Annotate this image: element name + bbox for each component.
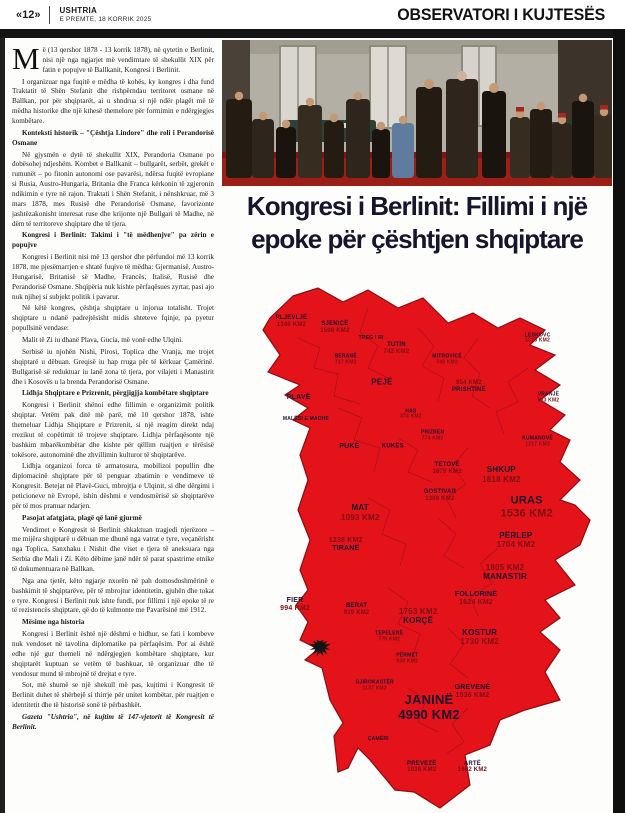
map-region-label — [280, 597, 310, 613]
region-name: FIER — [286, 596, 304, 604]
region-name: KUKËS — [381, 443, 404, 450]
region-area: 994 KM2 — [280, 604, 310, 612]
article-paragraph: I organizuar nga fuqitë e mëdha të kohës, ky kongres i dha fund Traktatit të Shën Stefanit dhe rishpërndau territoret osmane në Ballkan, por për shqiptarët, ai u shndrua si një ndër plagët më të mëdha historike dhe një kthesë themelore për formimin e ndërgjegjes kombëtare. — [12, 77, 214, 126]
article-paragraph: Lidhja organizoi forca të armatosura, mobilizoi popullin dhe diplomacinë shqiptare për të penguar zbatimin e vendimeve të Kongresit. Betejat në Plavë-Guci, mbrojtja e Ulqinit, si dhe dërgimi i peticioneve në Evropë, ishin dëshmi e vendosmërisë së shqiptarëve për të mos pranuar ndarjen. — [12, 462, 214, 510]
region-area: 770 KM2 — [378, 636, 401, 643]
map-region-label — [320, 321, 349, 335]
page-header — [0, 0, 625, 29]
article-paragraph: Konteksti historik – "Çështja Lindore" dhe roli i Perandorisë Osmane — [12, 128, 214, 147]
map-region-label — [424, 489, 457, 503]
painting-scene — [222, 40, 612, 186]
section-title: OBSERVATORI I KUJTESËS — [397, 4, 605, 24]
article-paragraph: Gazeta "Ushtria", në kujtim të 147-vjetorit të Kongresit të Berlinit. — [12, 713, 214, 731]
map-region-label — [525, 333, 551, 345]
header-divider — [49, 6, 50, 24]
region-area: 1536 KM2 — [500, 506, 553, 519]
article-paragraph: Në gjysmën e dytë të shekullit XIX, Perandoria Osmane po dobësohej ndjeshëm. Kombet e Ballkanit – bullgarët, serbët, grekët e rumunët – po fitonin autonomi ose pavarësi, ndërsa fuqitë evropiane si Rusia, Austro-Hungaria, Britania dhe Franca kërkonin të zgjeronin ndikimin e tyre në rajon. Traktati i Shën Stefanit, i nënshkruar, më 3 mars 1878, mes Rusisë dhe Perandorisë Osmane, favorizonte jashtëzakonisht interesat ruse dhe krijonte një Bullgari të Madhe, në dëm të territoreve shqiptare dhe të tjera. — [12, 150, 214, 228]
region-area: 1662 KM2 — [457, 767, 488, 774]
map-region-label — [407, 761, 436, 775]
region-name: PREVEZË — [407, 760, 437, 767]
map-region-label — [501, 494, 553, 519]
map-region-label — [276, 315, 308, 329]
region-area: 1346 KM2 — [276, 322, 307, 329]
article-paragraph: Sot, më shumë se një shekull më pas, kujtimi i Kongresit të Berlinit duhet të shërbejë si thirrje për unitet kombëtar, për ruajtjen e identitetit dhe të historisë sonë të përbashkët. — [12, 681, 214, 710]
region-name: LESKOVC — [524, 331, 551, 338]
region-area: 742 KM2 — [383, 349, 410, 356]
map-region-label — [287, 394, 311, 402]
region-name: BERAT — [345, 603, 368, 610]
region-area: 1704 KM2 — [496, 539, 536, 549]
map-region-label — [460, 628, 499, 646]
map-region-label — [421, 431, 444, 443]
map-region-label — [399, 606, 438, 624]
region-area: 1730 KM2 — [460, 637, 499, 647]
article-paragraph: Kongresi i Berlinit është një dëshmi e hidhur, se fati i kombeve nuk vendoset në tavolina diplomatike pa përfaqësim. Por ai është edhe një gur themeli në ndërgjegjen kombëtare shqiptare, kur shqiptarët kuptuan se vetëm të bashkuar, të organizuar dhe të vendosur mund të mbrojnë të drejtat e tyre. — [12, 630, 214, 678]
region-name: BERANË — [334, 353, 357, 360]
congress-painting — [222, 40, 612, 186]
map-region-label — [371, 377, 392, 386]
region-area: 748 KM2 — [436, 359, 458, 366]
article-paragraph: Kongresi i Berlinit shënoi edhe fillimin e organizimit politik shqiptar. Vetëm pak ditë më parë, më 10 qershor 1878, ishte themeluar Lidhja Shqiptare e Prizrenit, si një reagim direkt ndaj rrezikut të copëtimit të trojeve shqiptare. Lidhja përfaqësonte një bashkim mbarëkombëtar dhe kishte për qëllim ruajtjen e tërësisë tokësore, autonominë dhe zhvillimin kulturor të shqiptarëve. — [12, 401, 214, 459]
region-name: KUMANOVË — [522, 435, 553, 441]
map-region-label — [522, 436, 553, 448]
map-region-label — [359, 336, 384, 342]
page-number: «12» — [16, 8, 41, 21]
region-name: GREVENË — [454, 683, 491, 691]
map-region-label — [283, 417, 329, 423]
top-rule — [0, 29, 625, 38]
map-shape — [248, 268, 610, 811]
map-region-label — [398, 693, 460, 723]
region-area: 1093 KM2 — [340, 512, 380, 522]
region-area: 919 KM2 — [343, 610, 370, 617]
region-name: KOSTUR — [462, 628, 498, 638]
region-area: 1753 KM2 — [398, 606, 438, 616]
map-region-label — [356, 680, 394, 692]
region-name: URAS — [510, 494, 543, 507]
map-region-label — [482, 465, 521, 483]
masthead-title: USHTRIA — [59, 6, 98, 15]
region-area: 983 KM2 — [537, 397, 560, 404]
region-area: 1217 KM2 — [525, 440, 550, 447]
region-area: 374 KM2 — [400, 413, 422, 420]
map-territory — [263, 288, 590, 808]
masthead — [59, 6, 151, 23]
region-name: PRIZREN — [420, 429, 445, 436]
region-name: FOLLORINË — [454, 591, 498, 599]
article-column — [12, 46, 214, 808]
region-area: 717 KM2 — [334, 359, 357, 366]
map-region-label — [375, 631, 403, 643]
region-name: TUTIN — [387, 342, 406, 349]
map-region-label — [455, 591, 497, 607]
region-area: 1805 KM2 — [485, 562, 525, 572]
region-area: 1036 KM2 — [407, 767, 437, 774]
region-name: JANINË — [404, 691, 454, 707]
region-name: GJIROKASTËR — [355, 679, 394, 686]
region-area: 1679 KM2 — [432, 468, 462, 475]
region-name: PLJEVLJË — [275, 315, 308, 322]
region-name: SHKUP — [486, 465, 516, 475]
article-headline — [222, 190, 612, 256]
map-region-label — [341, 503, 380, 521]
masthead-date: E PREMTE, 18 KORRIK 2025 — [59, 16, 152, 23]
region-name: TEPELENË — [375, 630, 404, 637]
region-name: PLAVË — [286, 394, 311, 402]
region-name: GOSTIVAR — [423, 489, 457, 496]
map-region-label — [497, 530, 536, 548]
map-region-label — [400, 409, 422, 421]
region-name: ÇAMËRI — [367, 736, 389, 743]
map-region-label — [384, 343, 410, 357]
region-name: ARTË — [463, 760, 482, 767]
region-name: MAT — [351, 503, 369, 513]
article-paragraph: Kongresi i Berlinit nisi më 13 qershor dhe përfundoi më 13 korrik 1878, me pjesëmarrjen e shtatë fuqive të mëdha: Gjermanisë, Austro-Hungarisë, Britanisë së Madhe, Francës, Italisë, Rusisë dhe Perandorisë Osmane. Shqipëria nuk kishte përfaqësues zyrtar, pasi ajo nuk njihej si subjekt politik i pavarur. — [12, 253, 214, 301]
article-paragraph: Serbisë iu njohën Nishi, Pirosi, Toplica dhe Vranja, me trojet shqiptarë u dëbuan. Greqisë iu hap rruga për të kërkuar Çamërinë. Bullgarisë së reduktuar iu lanë zona të tjera, por vilajeti i Manastirit dhe i Kosovës u la brenda Perandorisë Osmane. — [12, 347, 214, 386]
map-region-label — [329, 537, 363, 553]
region-name: VRANJË — [537, 391, 560, 398]
headline-line-1: Kongresi i Berlinit: Fillimi i një — [246, 191, 588, 221]
region-name: PËRLEP — [499, 530, 533, 540]
article-paragraph: Lidhja Shqiptare e Prizrenit, përgjigjja kombëtare shqiptare — [22, 389, 209, 398]
region-area: 1506 KM2 — [320, 327, 350, 334]
region-area: 774 KM2 — [421, 435, 444, 442]
region-area: 1308 KM2 — [425, 496, 455, 503]
region-area: 1624 KM2 — [459, 599, 493, 607]
region-name: TETOVË — [434, 462, 460, 469]
article-paragraph: Vendimet e Kongresit të Berlinit shkaktuan tragjedi njerëzore – me mijëra shqiptarë u dëbuan me dhunë nga vatrat e tyre, veçanërisht nga Toplica, Sanxhaku i Nishit dhe viset e tjera të aneksuara nga Serbia dhe Mali i Zi. Këto dëbime janë ndër të parat spastrime etnike të dokumentuara në Ballkan. — [12, 525, 214, 573]
right-page-border — [613, 29, 625, 813]
article-paragraph: Kongresi i Berlinit: Takimi i "të mëdhenjve" pa zërin e popujve — [12, 231, 214, 250]
map-region-label — [538, 393, 560, 405]
article-paragraph: Malit të Zi iu dhanë Plava, Gucia, më vonë edhe Ulqini. — [22, 336, 184, 345]
map-region-label — [368, 738, 389, 744]
article-paragraph: Më (13 qershor 1878 - 13 korrik 1878), në qytetin e Berlinit, nisi një nga ngjarjet më vendimtare të shekullit XIX për fatin e popujve të Ballkanit, Kongresi i Berlinit. — [12, 46, 214, 76]
region-name: KORÇË — [403, 615, 434, 625]
albanian-eagle-icon — [308, 638, 332, 658]
map-region-label — [382, 444, 404, 451]
region-name: MITROVICË — [432, 353, 462, 360]
map-region-label — [339, 443, 359, 451]
map-region-label — [452, 381, 486, 395]
region-area: 954 KM2 — [455, 380, 482, 387]
article-paragraph: Nga ana tjetër, këto ngjarje nxorën në pah domosdoshmërinë e bashkimit të shqiptarëve, për të mbrojtur identitetin, gjuhën dhe tokat e tyre. Kongresi i Berlinit nuk ishte fundi, por fillimi i një epoke të re të rezistencës shqiptare, që do të kulmonte me Pavarësinë më 1912. — [12, 576, 214, 615]
region-name: TREG I RI — [358, 334, 384, 341]
region-name: SJENICË — [321, 320, 349, 327]
region-name: PRISHTINË — [451, 387, 486, 394]
region-name: HAS — [405, 407, 417, 414]
map-region-label — [483, 563, 527, 581]
article-paragraph: Mësime nga historia — [22, 618, 85, 627]
region-area: 930 KM2 — [396, 657, 419, 664]
region-area: 1325 KM2 — [525, 337, 550, 344]
region-area: 1818 KM2 — [482, 474, 521, 484]
region-name: TIRANË — [332, 544, 360, 552]
region-name: PUKË — [339, 443, 360, 451]
region-area: 1536 KM2 — [455, 691, 490, 699]
region-area: 1137 KM2 — [362, 685, 387, 692]
map-of-albanian-lands — [248, 268, 610, 811]
region-area: 1238 KM2 — [328, 536, 363, 544]
region-name: MALËSI E MADHE — [282, 416, 329, 423]
region-name: MANASTIR — [483, 572, 527, 582]
map-region-label — [396, 653, 418, 665]
map-region-label — [432, 355, 462, 367]
left-page-border — [0, 38, 5, 813]
map-region-label — [458, 761, 487, 775]
headline-line-2: epoke për çështjen shqiptare — [251, 224, 583, 254]
map-region-label — [344, 603, 370, 617]
region-area: 4990 KM2 — [398, 706, 460, 722]
map-region-label — [335, 355, 357, 367]
map-region-label — [432, 462, 461, 476]
article-paragraph: Në këtë kongres, çështja shqiptare u injorua totalisht. Trojet shqiptare u ndanë padrejtësisht midis shteteve fqinje, pa pyetur popullsinë vendase: — [12, 304, 214, 333]
region-name: PEJË — [371, 377, 393, 387]
region-name: PËRMET — [396, 652, 419, 659]
article-paragraph: Pasojat afatgjata, plagë që lanë gjurmë — [22, 513, 142, 522]
map-region-label — [455, 683, 491, 699]
drop-cap: M — [12, 46, 40, 76]
